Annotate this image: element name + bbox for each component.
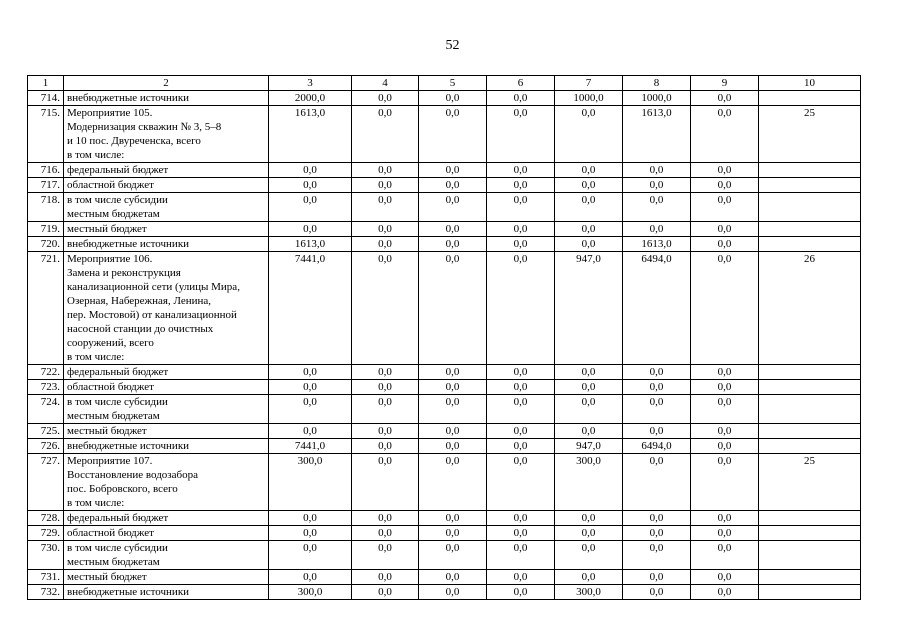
row-description	[64, 178, 269, 193]
row-number: 731.	[28, 570, 64, 585]
value-cell-col-8: 0,0	[623, 380, 691, 395]
row-description	[64, 395, 269, 424]
value-cell-col-5: 0,0	[419, 439, 487, 454]
value-cell-col-3: 0,0	[269, 380, 352, 395]
value-cell-col-5: 0,0	[419, 380, 487, 395]
value-cell-col-9: 0,0	[691, 163, 759, 178]
value-cell-col-5: 0,0	[419, 91, 487, 106]
value-cell-col-7: 1000,0	[555, 91, 623, 106]
value-cell-col-10	[759, 380, 861, 395]
column-header: 1	[28, 76, 64, 91]
row-number: 717.	[28, 178, 64, 193]
row-number: 732.	[28, 585, 64, 600]
value-cell-col-4: 0,0	[352, 541, 419, 570]
description-line: Мероприятие 107.	[67, 455, 153, 467]
value-cell-col-9: 0,0	[691, 380, 759, 395]
row-description	[64, 380, 269, 395]
value-cell-col-8: 0,0	[623, 570, 691, 585]
description-line: местным бюджетам	[67, 208, 160, 220]
description-line: внебюджетные источники	[67, 586, 190, 598]
table-row	[28, 511, 861, 526]
value-cell-col-5: 0,0	[419, 511, 487, 526]
description-line: Восстановление водозабора	[67, 469, 199, 481]
value-cell-col-6: 0,0	[487, 439, 555, 454]
value-cell-col-7: 0,0	[555, 526, 623, 541]
value-cell-col-8: 0,0	[623, 511, 691, 526]
value-cell-col-10	[759, 511, 861, 526]
value-cell-col-5: 0,0	[419, 237, 487, 252]
description-line: пос. Бобровского, всего	[67, 483, 178, 495]
row-number: 730.	[28, 541, 64, 570]
value-cell-col-8: 1613,0	[623, 237, 691, 252]
row-description	[64, 585, 269, 600]
description-line: федеральный бюджет	[67, 512, 169, 524]
column-header: 4	[352, 76, 419, 91]
description-line: внебюджетные источники	[67, 92, 190, 104]
value-cell-col-8: 1613,0	[623, 106, 691, 163]
row-description	[64, 193, 269, 222]
value-cell-col-9: 0,0	[691, 178, 759, 193]
value-cell-col-8: 0,0	[623, 526, 691, 541]
value-cell-col-6: 0,0	[487, 91, 555, 106]
description-line: местным бюджетам	[67, 410, 160, 422]
value-cell-col-4: 0,0	[352, 511, 419, 526]
row-number: 720.	[28, 237, 64, 252]
value-cell-col-10	[759, 395, 861, 424]
value-cell-col-8: 0,0	[623, 193, 691, 222]
value-cell-col-7: 0,0	[555, 193, 623, 222]
value-cell-col-3: 300,0	[269, 454, 352, 511]
column-header: 5	[419, 76, 487, 91]
value-cell-col-9: 0,0	[691, 526, 759, 541]
value-cell-col-3: 1613,0	[269, 237, 352, 252]
value-cell-col-3: 7441,0	[269, 252, 352, 365]
value-cell-col-6: 0,0	[487, 511, 555, 526]
column-header: 9	[691, 76, 759, 91]
value-cell-col-5: 0,0	[419, 252, 487, 365]
value-cell-col-3: 0,0	[269, 163, 352, 178]
table-row	[28, 454, 861, 511]
value-cell-col-8: 0,0	[623, 585, 691, 600]
value-cell-col-4: 0,0	[352, 570, 419, 585]
table-row	[28, 222, 861, 237]
table-row	[28, 106, 861, 163]
value-cell-col-9: 0,0	[691, 395, 759, 424]
value-cell-col-6: 0,0	[487, 163, 555, 178]
table-row	[28, 541, 861, 570]
row-description	[64, 541, 269, 570]
row-number: 714.	[28, 91, 64, 106]
value-cell-col-6: 0,0	[487, 454, 555, 511]
table-row	[28, 380, 861, 395]
table-row	[28, 365, 861, 380]
description-line: областной бюджет	[67, 381, 154, 393]
value-cell-col-7: 0,0	[555, 178, 623, 193]
value-cell-col-10	[759, 91, 861, 106]
value-cell-col-6: 0,0	[487, 395, 555, 424]
description-line: областной бюджет	[67, 179, 154, 191]
value-cell-col-9: 0,0	[691, 252, 759, 365]
table-row	[28, 395, 861, 424]
description-line: сооружений, всего	[67, 337, 154, 349]
value-cell-col-4: 0,0	[352, 395, 419, 424]
value-cell-col-4: 0,0	[352, 526, 419, 541]
table-row	[28, 526, 861, 541]
value-cell-col-5: 0,0	[419, 365, 487, 380]
value-cell-col-6: 0,0	[487, 541, 555, 570]
value-cell-col-6: 0,0	[487, 106, 555, 163]
value-cell-col-8: 0,0	[623, 163, 691, 178]
description-line: местный бюджет	[67, 425, 147, 437]
value-cell-col-5: 0,0	[419, 178, 487, 193]
value-cell-col-3: 0,0	[269, 193, 352, 222]
value-cell-col-9: 0,0	[691, 541, 759, 570]
description-line: Модернизация скважин № 3, 5–8	[67, 121, 222, 133]
value-cell-col-5: 0,0	[419, 526, 487, 541]
value-cell-col-7: 0,0	[555, 106, 623, 163]
value-cell-col-8: 0,0	[623, 222, 691, 237]
value-cell-col-7: 300,0	[555, 585, 623, 600]
value-cell-col-3: 0,0	[269, 511, 352, 526]
value-cell-col-3: 2000,0	[269, 91, 352, 106]
value-cell-col-6: 0,0	[487, 526, 555, 541]
value-cell-col-8: 6494,0	[623, 439, 691, 454]
description-line: насосной станции до очистных	[67, 323, 214, 335]
value-cell-col-4: 0,0	[352, 252, 419, 365]
value-cell-col-7: 0,0	[555, 365, 623, 380]
value-cell-col-10	[759, 237, 861, 252]
table-row	[28, 163, 861, 178]
description-line: внебюджетные источники	[67, 440, 190, 452]
description-line: областной бюджет	[67, 527, 154, 539]
value-cell-col-9: 0,0	[691, 424, 759, 439]
value-cell-col-10	[759, 222, 861, 237]
row-description	[64, 252, 269, 365]
row-number: 729.	[28, 526, 64, 541]
description-line: внебюджетные источники	[67, 238, 190, 250]
value-cell-col-4: 0,0	[352, 237, 419, 252]
value-cell-col-6: 0,0	[487, 585, 555, 600]
value-cell-col-3: 7441,0	[269, 439, 352, 454]
row-description	[64, 526, 269, 541]
value-cell-col-3: 0,0	[269, 424, 352, 439]
row-number: 719.	[28, 222, 64, 237]
value-cell-col-10	[759, 193, 861, 222]
value-cell-col-7: 0,0	[555, 541, 623, 570]
value-cell-col-7: 947,0	[555, 439, 623, 454]
value-cell-col-6: 0,0	[487, 178, 555, 193]
value-cell-col-10	[759, 424, 861, 439]
page-number: 52	[445, 38, 460, 53]
value-cell-col-7: 0,0	[555, 395, 623, 424]
value-cell-col-7: 0,0	[555, 424, 623, 439]
value-cell-col-4: 0,0	[352, 163, 419, 178]
value-cell-col-10	[759, 570, 861, 585]
row-number: 718.	[28, 193, 64, 222]
value-cell-col-6: 0,0	[487, 380, 555, 395]
row-description	[64, 570, 269, 585]
value-cell-col-7: 0,0	[555, 237, 623, 252]
row-description	[64, 91, 269, 106]
row-description	[64, 106, 269, 163]
value-cell-col-7: 0,0	[555, 163, 623, 178]
budget-table	[27, 75, 861, 600]
value-cell-col-4: 0,0	[352, 380, 419, 395]
row-description	[64, 424, 269, 439]
value-cell-col-4: 0,0	[352, 585, 419, 600]
value-cell-col-8: 0,0	[623, 365, 691, 380]
value-cell-col-4: 0,0	[352, 454, 419, 511]
value-cell-col-3: 0,0	[269, 570, 352, 585]
row-description	[64, 439, 269, 454]
value-cell-col-10: 25	[759, 106, 861, 163]
value-cell-col-4: 0,0	[352, 439, 419, 454]
value-cell-col-5: 0,0	[419, 222, 487, 237]
description-line: Мероприятие 106.	[67, 253, 153, 265]
value-cell-col-5: 0,0	[419, 395, 487, 424]
value-cell-col-9: 0,0	[691, 570, 759, 585]
value-cell-col-4: 0,0	[352, 178, 419, 193]
row-description	[64, 454, 269, 511]
value-cell-col-10	[759, 541, 861, 570]
description-line: Озерная, Набережная, Ленина,	[67, 295, 212, 307]
row-number: 724.	[28, 395, 64, 424]
row-description	[64, 511, 269, 526]
value-cell-col-5: 0,0	[419, 454, 487, 511]
description-line: в том числе субсидии	[67, 542, 168, 554]
table-header-row	[28, 76, 861, 91]
row-number: 716.	[28, 163, 64, 178]
description-line: Мероприятие 105.	[67, 107, 153, 119]
table-row	[28, 193, 861, 222]
value-cell-col-9: 0,0	[691, 91, 759, 106]
column-header: 8	[623, 76, 691, 91]
value-cell-col-9: 0,0	[691, 193, 759, 222]
value-cell-col-9: 0,0	[691, 222, 759, 237]
value-cell-col-9: 0,0	[691, 454, 759, 511]
value-cell-col-5: 0,0	[419, 570, 487, 585]
value-cell-col-9: 0,0	[691, 511, 759, 526]
description-line: Замена и реконструкция	[67, 267, 181, 279]
value-cell-col-10	[759, 365, 861, 380]
value-cell-col-10	[759, 178, 861, 193]
value-cell-col-8: 1000,0	[623, 91, 691, 106]
value-cell-col-10: 25	[759, 454, 861, 511]
row-number: 727.	[28, 454, 64, 511]
column-header: 6	[487, 76, 555, 91]
value-cell-col-9: 0,0	[691, 365, 759, 380]
column-header: 7	[555, 76, 623, 91]
value-cell-col-3: 0,0	[269, 541, 352, 570]
row-number: 728.	[28, 511, 64, 526]
value-cell-col-7: 0,0	[555, 222, 623, 237]
value-cell-col-9: 0,0	[691, 237, 759, 252]
value-cell-col-6: 0,0	[487, 570, 555, 585]
value-cell-col-3: 1613,0	[269, 106, 352, 163]
row-number: 723.	[28, 380, 64, 395]
value-cell-col-6: 0,0	[487, 222, 555, 237]
row-description	[64, 365, 269, 380]
value-cell-col-3: 0,0	[269, 178, 352, 193]
row-number: 725.	[28, 424, 64, 439]
description-line: в том числе субсидии	[67, 194, 168, 206]
value-cell-col-3: 0,0	[269, 526, 352, 541]
value-cell-col-4: 0,0	[352, 365, 419, 380]
description-line: и 10 пос. Двуреченска, всего	[67, 135, 201, 147]
value-cell-col-8: 0,0	[623, 178, 691, 193]
value-cell-col-10	[759, 163, 861, 178]
row-number: 722.	[28, 365, 64, 380]
value-cell-col-7: 0,0	[555, 570, 623, 585]
row-description	[64, 163, 269, 178]
column-header: 3	[269, 76, 352, 91]
value-cell-col-8: 0,0	[623, 454, 691, 511]
value-cell-col-8: 0,0	[623, 395, 691, 424]
value-cell-col-4: 0,0	[352, 222, 419, 237]
value-cell-col-5: 0,0	[419, 193, 487, 222]
table-row	[28, 585, 861, 600]
value-cell-col-6: 0,0	[487, 252, 555, 365]
description-line: федеральный бюджет	[67, 164, 169, 176]
value-cell-col-8: 0,0	[623, 541, 691, 570]
value-cell-col-8: 6494,0	[623, 252, 691, 365]
value-cell-col-7: 0,0	[555, 380, 623, 395]
value-cell-col-5: 0,0	[419, 163, 487, 178]
row-number: 715.	[28, 106, 64, 163]
description-line: в том числе:	[67, 351, 125, 363]
table-row	[28, 237, 861, 252]
value-cell-col-3: 0,0	[269, 222, 352, 237]
description-line: в том числе субсидии	[67, 396, 168, 408]
value-cell-col-6: 0,0	[487, 193, 555, 222]
row-description	[64, 237, 269, 252]
row-description	[64, 222, 269, 237]
value-cell-col-4: 0,0	[352, 424, 419, 439]
value-cell-col-5: 0,0	[419, 585, 487, 600]
description-line: канализационной сети (улицы Мира,	[67, 281, 240, 293]
value-cell-col-5: 0,0	[419, 106, 487, 163]
value-cell-col-7: 947,0	[555, 252, 623, 365]
description-line: местным бюджетам	[67, 556, 160, 568]
row-number: 721.	[28, 252, 64, 365]
column-header: 2	[64, 76, 269, 91]
value-cell-col-4: 0,0	[352, 106, 419, 163]
table-row	[28, 439, 861, 454]
description-line: в том числе:	[67, 149, 125, 161]
value-cell-col-10	[759, 526, 861, 541]
value-cell-col-5: 0,0	[419, 424, 487, 439]
row-number: 726.	[28, 439, 64, 454]
table-row	[28, 570, 861, 585]
table-row	[28, 91, 861, 106]
value-cell-col-6: 0,0	[487, 365, 555, 380]
table-row	[28, 178, 861, 193]
description-line: в том числе:	[67, 497, 125, 509]
value-cell-col-4: 0,0	[352, 193, 419, 222]
table-row	[28, 252, 861, 365]
value-cell-col-7: 0,0	[555, 511, 623, 526]
value-cell-col-6: 0,0	[487, 237, 555, 252]
table-row	[28, 424, 861, 439]
value-cell-col-7: 300,0	[555, 454, 623, 511]
description-line: местный бюджет	[67, 223, 147, 235]
value-cell-col-6: 0,0	[487, 424, 555, 439]
value-cell-col-3: 0,0	[269, 395, 352, 424]
value-cell-col-3: 300,0	[269, 585, 352, 600]
value-cell-col-10	[759, 585, 861, 600]
column-header: 10	[759, 76, 861, 91]
value-cell-col-9: 0,0	[691, 106, 759, 163]
value-cell-col-9: 0,0	[691, 439, 759, 454]
description-line: пер. Мостовой) от канализационной	[67, 309, 237, 321]
value-cell-col-8: 0,0	[623, 424, 691, 439]
value-cell-col-5: 0,0	[419, 541, 487, 570]
value-cell-col-10	[759, 439, 861, 454]
description-line: местный бюджет	[67, 571, 147, 583]
description-line: федеральный бюджет	[67, 366, 169, 378]
value-cell-col-4: 0,0	[352, 91, 419, 106]
value-cell-col-9: 0,0	[691, 585, 759, 600]
value-cell-col-10: 26	[759, 252, 861, 365]
value-cell-col-3: 0,0	[269, 365, 352, 380]
